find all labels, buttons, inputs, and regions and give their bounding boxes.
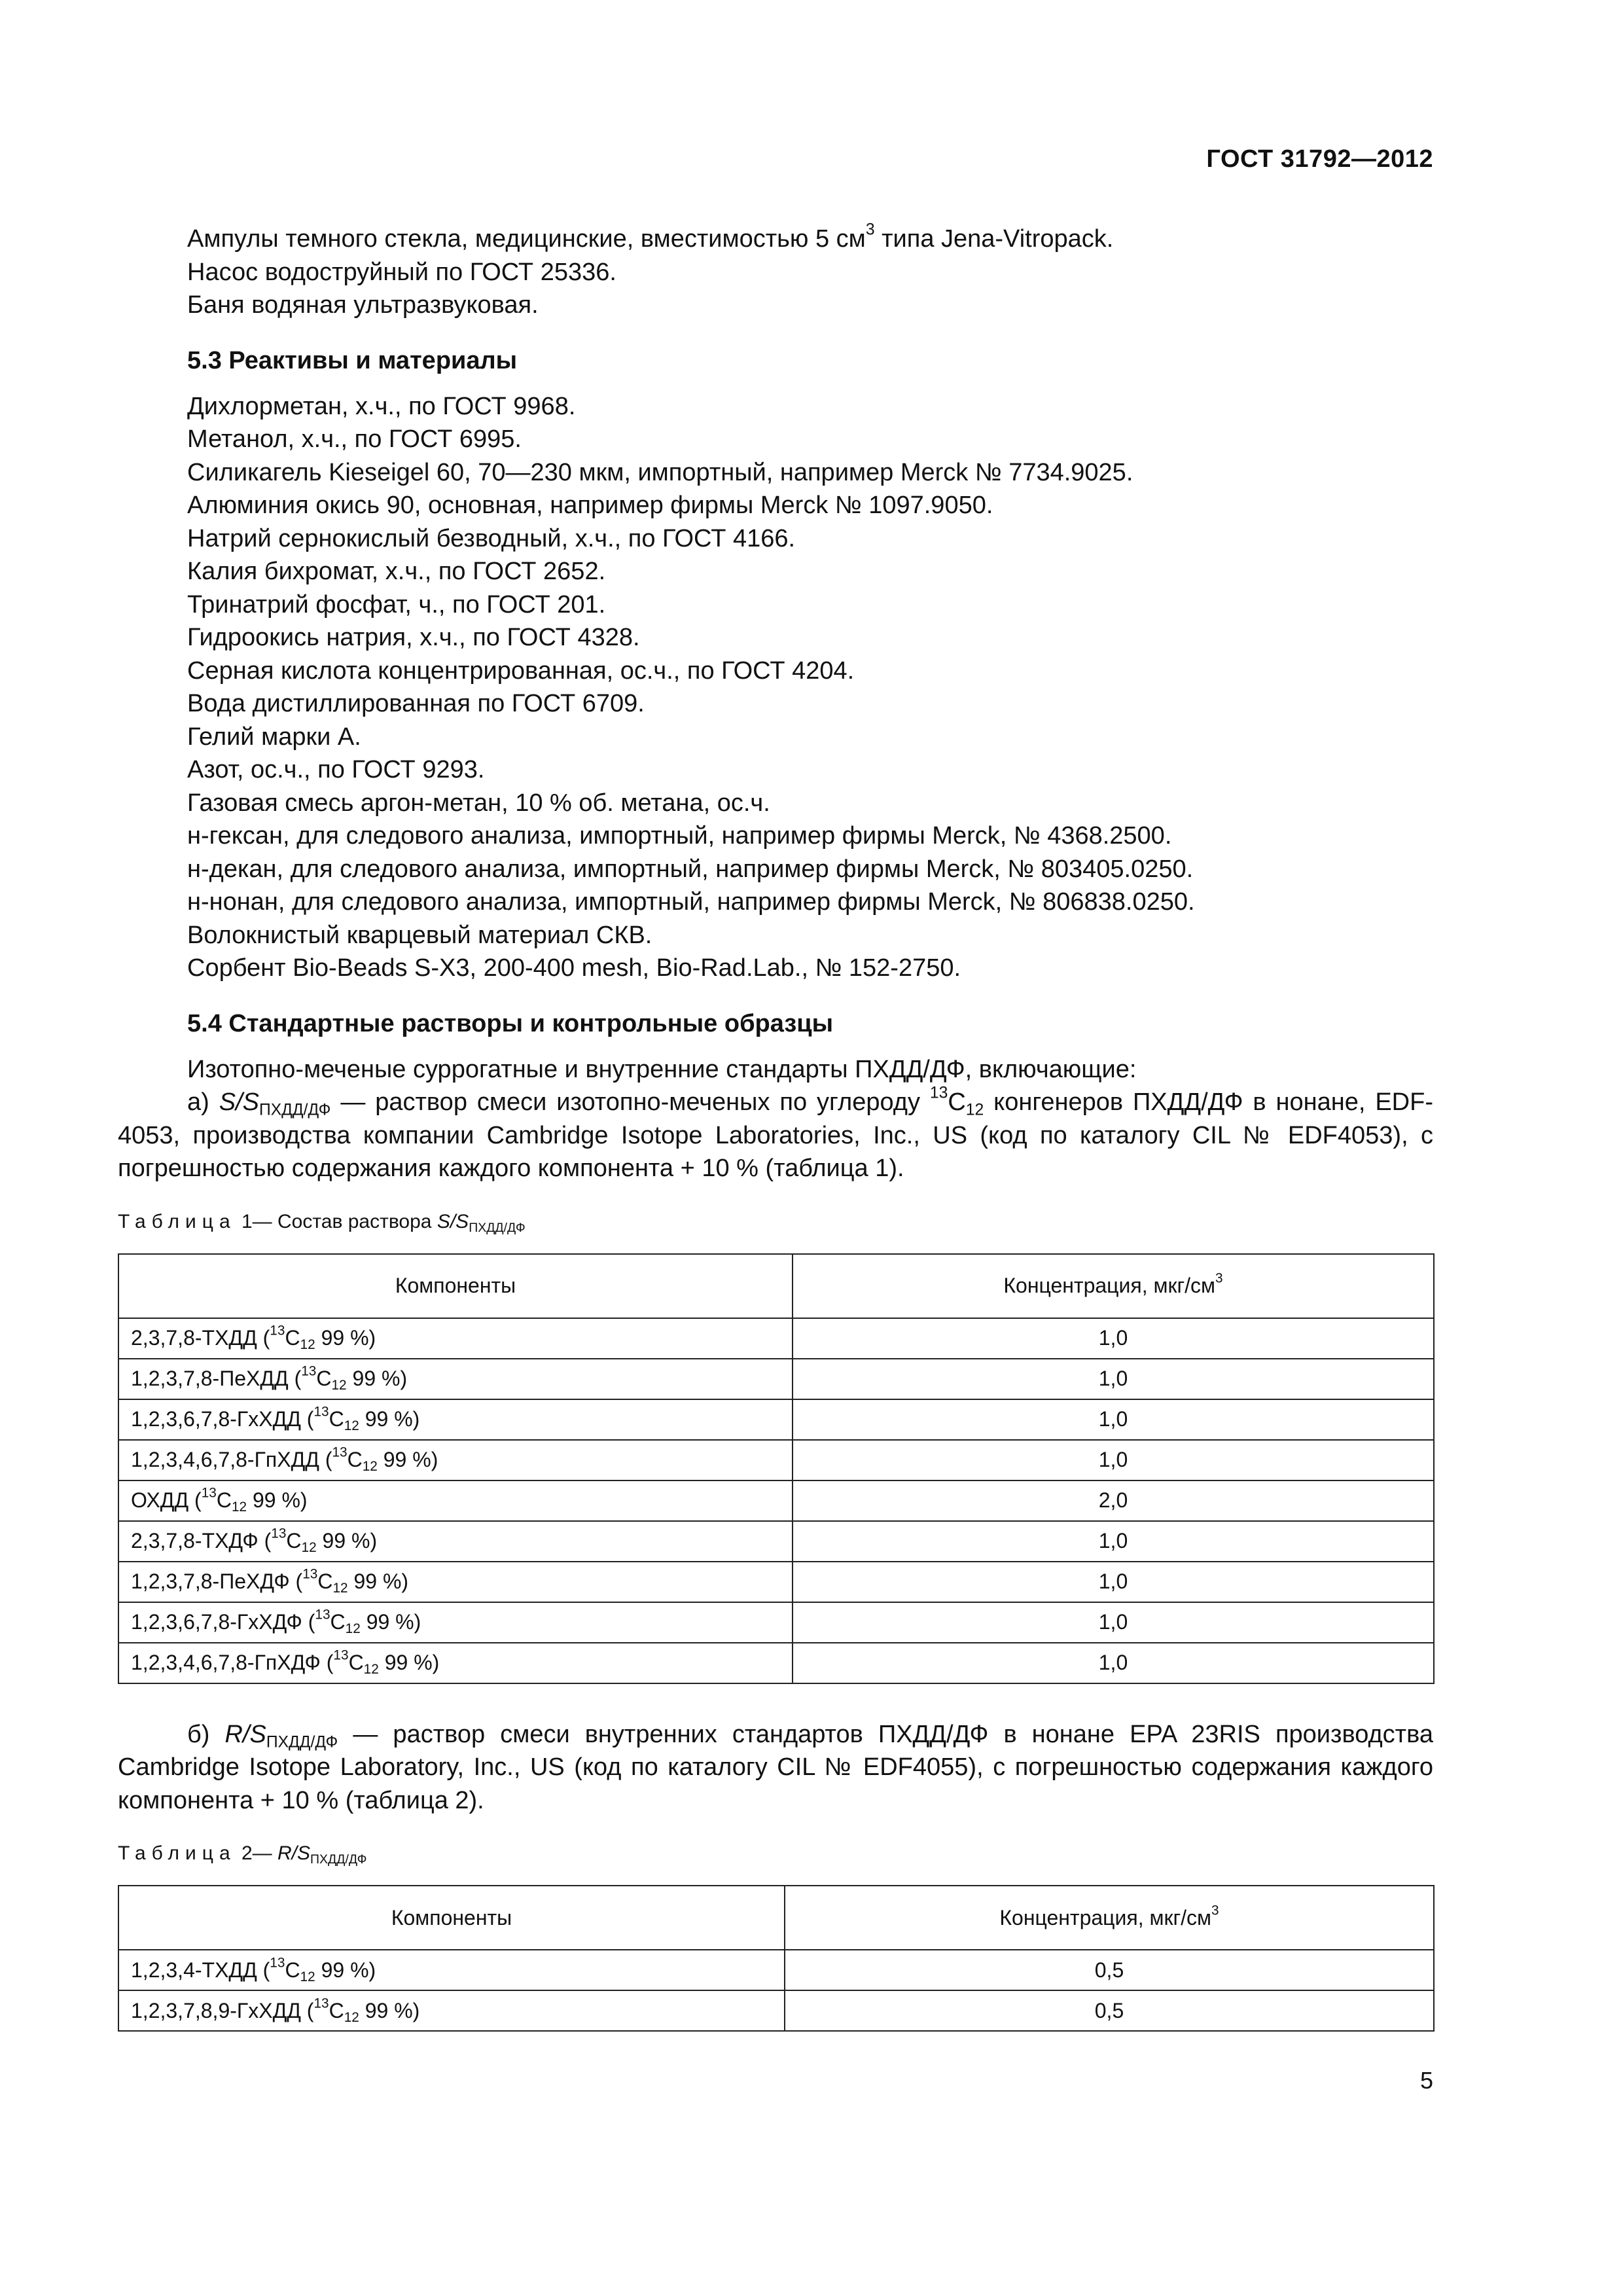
component-cell: 1,2,3,4,6,7,8-ГпХДД ($^{13}C_{12}$ 99 %) [118, 1440, 793, 1480]
paragraph-item-a: а) $S/S_{ПХДД/ДФ}$ — раствор смеси изотопно-меченых по углероду $^{13}C_{12}$ конгенеров ПХДД/ДФ в нонане, EDF-4053, производства компании Cambridge Isotope Laboratories, Inc., US (код по каталогу CIL № EDF4053), с погрешностью содержания каждого компонента + 10 % (таблица 1). [118, 1084, 1433, 1182]
table-header-concentration: Концентрация, мкг/$см^3$ [793, 1254, 1434, 1318]
equipment-line-bath: Баня водяная ультразвуковая. [187, 291, 539, 319]
table-row [118, 1643, 1434, 1683]
equipment-line-ampoules: Ампулы темного стекла, медицинские, вместимостью 5 $см^3$ типа Jena-Vitropack. [187, 221, 1114, 253]
equipment-line-pump: Насос водоструйный по ГОСТ 25336. [187, 258, 616, 286]
component-cell: 1,2,3,4-ТХДД ($^{13}C_{12}$ 99 %) [118, 1950, 785, 1990]
table-row [118, 1440, 1434, 1480]
table-header-row [118, 1886, 1434, 1950]
component-cell: 1,2,3,6,7,8-ГхХДД ($^{13}C_{12}$ 99 %) [118, 1399, 793, 1440]
table-row [118, 1521, 1434, 1562]
table-2 [118, 1885, 1435, 2032]
table-row [118, 1318, 1434, 1359]
list-item: Дихлорметан, х.ч., по ГОСТ 9968. [187, 392, 576, 420]
concentration-cell: 0,5 [785, 1990, 1434, 2031]
page-content [118, 223, 1433, 2066]
table-2-caption: Таблица 2— $R/S_{ПХДД/ДФ}$ [118, 1842, 367, 1867]
list-item: Метанол, х.ч., по ГОСТ 6995. [187, 425, 522, 453]
table-header-concentration: Концентрация, мкг/$см^3$ [785, 1886, 1434, 1950]
table-row [118, 1359, 1434, 1399]
component-cell: 1,2,3,6,7,8-ГхХДФ ($^{13}C_{12}$ 99 %) [118, 1602, 793, 1643]
component-cell: 2,3,7,8-ТХДФ ($^{13}C_{12}$ 99 %) [118, 1521, 793, 1562]
list-item: Серная кислота концентрированная, ос.ч., по ГОСТ 4204. [187, 656, 855, 685]
component-cell: 1,2,3,7,8-ПеХДД ($^{13}C_{12}$ 99 %) [118, 1359, 793, 1399]
table-header-row [118, 1254, 1434, 1318]
list-item: н-гексан, для следового анализа, импортный, например фирмы Merck, № 4368.2500. [187, 822, 1172, 850]
table-row [118, 1990, 1434, 2031]
list-item: Волокнистый кварцевый материал СКВ. [187, 921, 652, 949]
component-cell: 2,3,7,8-ТХДД ($^{13}C_{12}$ 99 %) [118, 1318, 793, 1359]
component-cell: 1,2,3,7,8-ПеХДФ ($^{13}C_{12}$ 99 %) [118, 1562, 793, 1602]
concentration-cell: 1,0 [793, 1440, 1434, 1480]
section-5-4-heading: 5.4 Стандартные растворы и контрольные образцы [187, 1009, 834, 1037]
concentration-cell: 1,0 [793, 1318, 1434, 1359]
concentration-cell: 0,5 [785, 1950, 1434, 1990]
section-5-3-heading: 5.3 Реактивы и материалы [187, 346, 518, 374]
table-1 [118, 1253, 1435, 1684]
table-header-components: Компоненты [118, 1886, 785, 1950]
table-row [118, 1562, 1434, 1602]
paragraph-item-b: б) $R/S_{ПХДД/ДФ}$ — раствор смеси внутренних стандартов ПХДД/ДФ в нонане EPA 23RIS производства Cambridge Isotope Laboratory, Inc., US (код по каталогу CIL № EDF4055), с погрешностью содержания каждого компонента + 10 % (таблица 2). [118, 1720, 1433, 1814]
list-item: н-нонан, для следового анализа, импортный, например фирмы Merck, № 806838.0250. [187, 888, 1195, 916]
concentration-cell: 1,0 [793, 1521, 1434, 1562]
list-item: Алюминия окись 90, основная, например фирмы Merck № 1097.9050. [187, 492, 993, 519]
list-item: Сорбент Bio-Beads S-X3, 200-400 mesh, Bio-Rad.Lab., № 152-2750. [187, 954, 961, 982]
concentration-cell: 1,0 [793, 1399, 1434, 1440]
table-row [118, 1399, 1434, 1440]
table-header-components: Компоненты [118, 1254, 793, 1318]
page-number: 5 [1419, 2067, 1433, 2094]
list-item: Калия бихромат, х.ч., по ГОСТ 2652. [187, 558, 606, 585]
list-item: Натрий сернокислый безводный, х.ч., по ГОСТ 4166. [187, 524, 796, 552]
component-cell: 1,2,3,7,8,9-ГхХДД ($^{13}C_{12}$ 99 %) [118, 1990, 785, 2031]
list-item: Тринатрий фосфат, ч., по ГОСТ 201. [187, 590, 606, 619]
section-5-4-intro: Изотопно-меченые суррогатные и внутренние стандарты ПХДД/ДФ, включающие: [187, 1055, 1137, 1083]
table-row [118, 1480, 1434, 1521]
concentration-cell: 1,0 [793, 1602, 1434, 1643]
table-1-caption: Таблица 1— Состав раствора $S/S_{ПХДД/ДФ}$ [118, 1210, 526, 1235]
list-item: Газовая смесь аргон-метан, 10 % об. метана, ос.ч. [187, 789, 770, 817]
table-row [118, 1950, 1434, 1990]
list-item: Вода дистиллированная по ГОСТ 6709. [187, 690, 645, 717]
concentration-cell: 2,0 [793, 1480, 1434, 1521]
list-item: Силикагель Kieseigel 60, 70—230 мкм, импортный, например Merck № 7734.9025. [187, 458, 1133, 486]
component-cell: 1,2,3,4,6,7,8-ГпХДФ ($^{13}C_{12}$ 99 %) [118, 1643, 793, 1683]
component-cell: ОХДД ($^{13}C_{12}$ 99 %) [118, 1480, 793, 1521]
document-header: ГОСТ 31792—2012 [1206, 145, 1433, 173]
list-item: н-декан, для следового анализа, импортный, например фирмы Merck, № 803405.0250. [187, 855, 1194, 883]
reagents-list [118, 390, 1433, 985]
table-row [118, 1602, 1434, 1643]
list-item: Гелий марки А. [187, 723, 361, 751]
concentration-cell: 1,0 [793, 1562, 1434, 1602]
concentration-cell: 1,0 [793, 1359, 1434, 1399]
list-item: Гидроокись натрия, х.ч., по ГОСТ 4328. [187, 624, 640, 651]
concentration-cell: 1,0 [793, 1643, 1434, 1683]
list-item: Азот, ос.ч., по ГОСТ 9293. [187, 756, 485, 783]
